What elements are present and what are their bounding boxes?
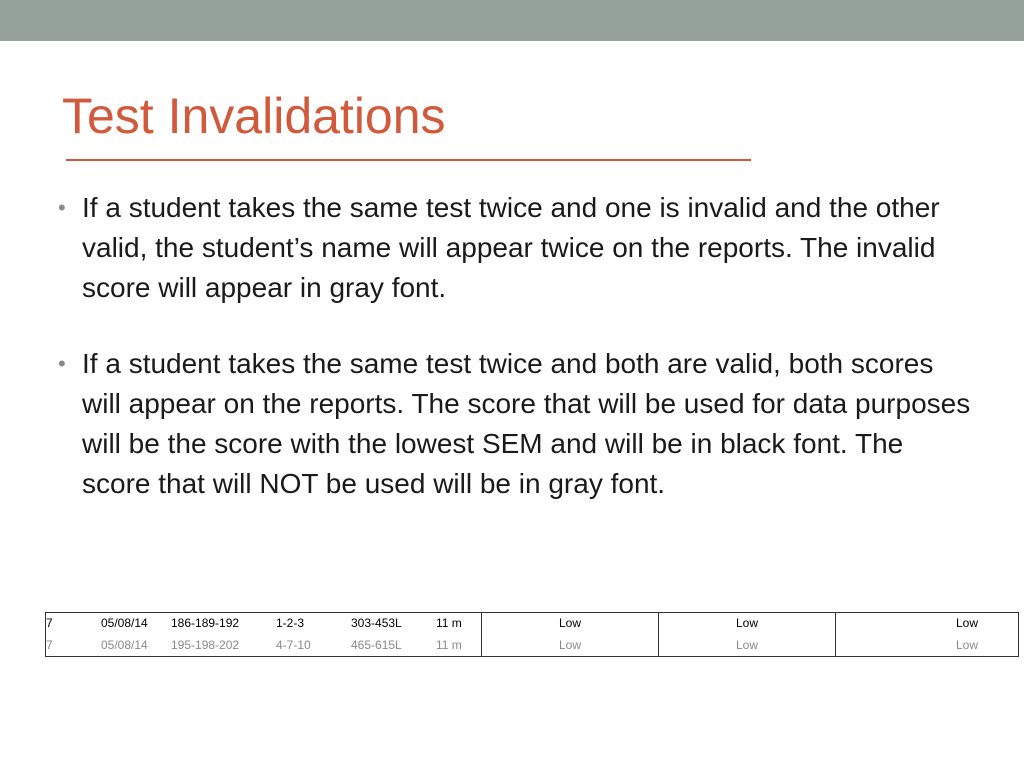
goal-cell: Low xyxy=(659,613,836,635)
bullet-dot-icon: • xyxy=(58,351,66,376)
table-row-invalid xyxy=(46,635,1019,657)
bullet-text: If a student takes the same test twice and both are valid, both scores will appear on the reports. The score that will be used for data purposes will be the score with the lowest SEM and will be in black font. The score that will NOT be used will be in gray font. xyxy=(82,348,971,499)
duration-cell: 11 m xyxy=(436,616,462,631)
bullet-list xyxy=(58,188,978,504)
lexile-cell: 465-615L xyxy=(351,637,402,652)
score-table xyxy=(45,612,1019,657)
lexile-cell: 303-453L xyxy=(351,616,402,631)
grade-cell: 7 xyxy=(46,616,53,631)
date-cell: 05/08/14 xyxy=(101,637,148,652)
table-row-valid xyxy=(46,613,1019,635)
slide-title: Test Invalidations xyxy=(62,88,446,144)
bullet-item xyxy=(58,344,978,504)
goal-cell: Low xyxy=(836,613,1019,635)
rit-range-cell: 186-189-192 xyxy=(171,616,240,631)
date-cell: 05/08/14 xyxy=(101,616,148,631)
percentile-range-cell: 4-7-10 xyxy=(276,637,311,652)
bullet-dot-icon: • xyxy=(58,195,66,220)
grade-cell: 7 xyxy=(46,637,53,652)
top-accent-bar xyxy=(0,0,1024,41)
duration-cell: 11 m xyxy=(436,637,462,652)
rit-range-cell: 195-198-202 xyxy=(171,637,240,652)
goal-cell: Low xyxy=(482,635,659,657)
bullet-item xyxy=(58,188,978,308)
percentile-range-cell: 1-2-3 xyxy=(276,616,305,631)
goal-cell: Low xyxy=(482,613,659,635)
goal-cell: Low xyxy=(659,635,836,657)
bullet-text: If a student takes the same test twice and one is invalid and the other valid, the student’s name will appear twice on the reports. The invalid score will appear in gray font. xyxy=(82,192,940,303)
title-underline xyxy=(66,159,751,161)
goal-cell: Low xyxy=(836,635,1019,657)
